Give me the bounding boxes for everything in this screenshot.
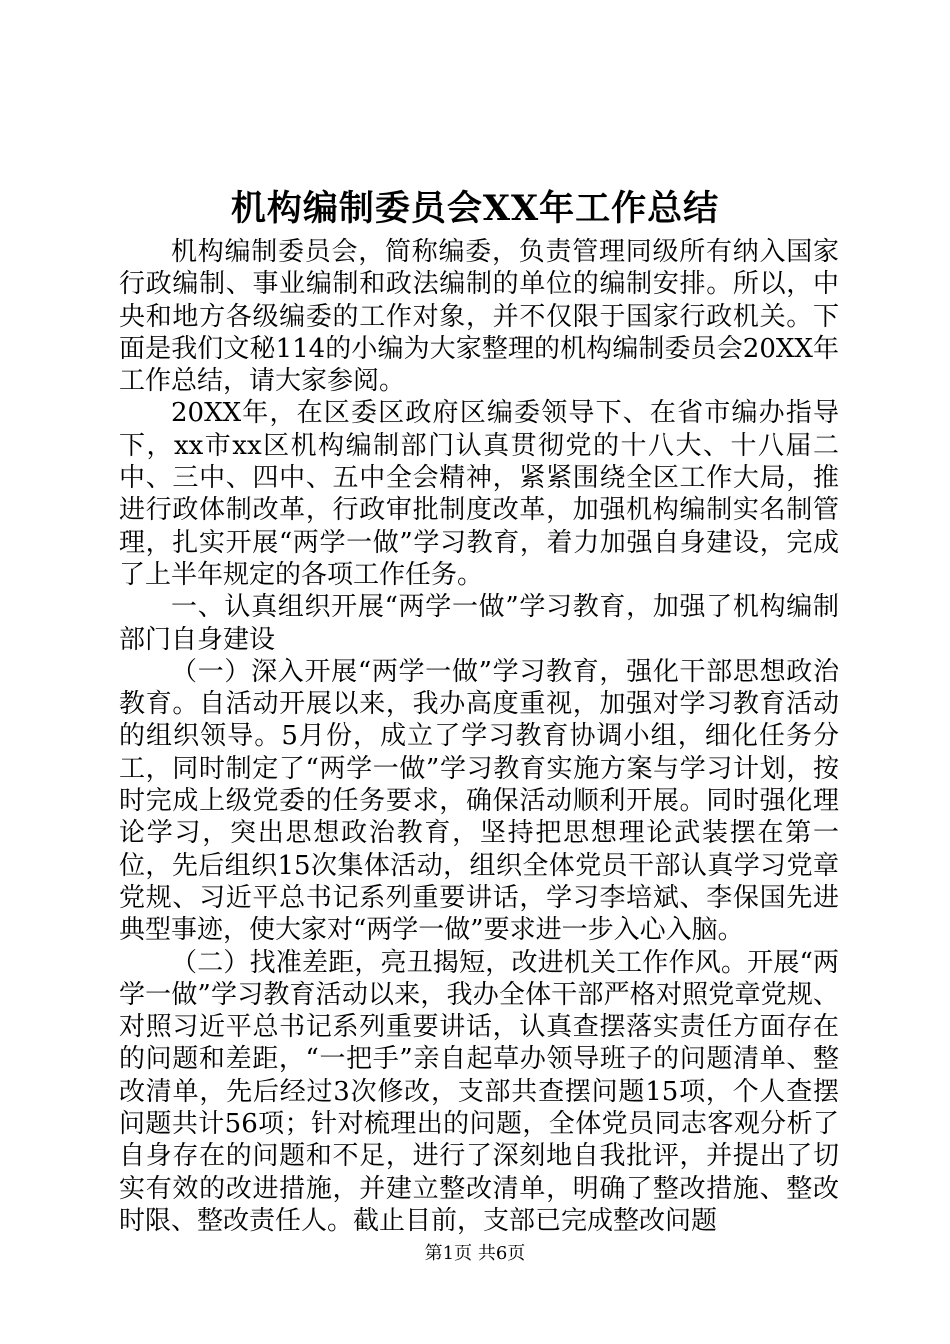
document-title: 机构编制委员会XX年工作总结 xyxy=(230,188,720,229)
document-body xyxy=(119,236,839,1237)
page-number: 第1页 共6页 xyxy=(424,1243,526,1264)
section-heading-1: 一、认真组织开展“两学一做”学习教育，加强了机构编制部门自身建设 xyxy=(119,592,839,655)
paragraph-subsection-2: （二）找准差距，亮丑揭短，改进机关工作作风。开展“两学一做”学习教育活动以来，我办全体干部严格对照党章党规、对照习近平总书记系列重要讲话，认真查摆落实责任方面存在的问题和差距，“一把手”亲自起草办领导班子的问题清单、整改清单，先后经过3次修改，支部共查摆问题15项，个人查摆问题共计56项；针对梳理出的问题，全体党员同志客观分析了自身存在的问题和不足，进行了深刻地自我批评，并提出了切实有效的改进措施，并建立整改清单，明确了整改措施、整改时限、整改责任人。截止目前，支部已完成整改问题 xyxy=(119,947,839,1236)
paragraph-intro: 机构编制委员会，简称编委，负责管理同级所有纳入国家行政编制、事业编制和政法编制的单位的编制安排。所以，中央和地方各级编委的工作对象，并不仅限于国家行政机关。下面是我们文秘114的小编为大家整理的机构编制委员会20XX年工作总结，请大家参阅。 xyxy=(119,237,839,397)
paragraph-overview: 20XX年，在区委区政府区编委领导下、在省市编办指导下，xx市xx区机构编制部门认真贯彻党的十八大、十八届二中、三中、四中、五中全会精神，紧紧围绕全区工作大局，推进行政体制改革，行政审批制度改革，加强机构编制实名制管理，扎实开展“两学一做”学习教育，着力加强自身建设，完成了上半年规定的各项工作任务。 xyxy=(119,398,839,590)
paragraph-subsection-1: （一）深入开展“两学一做”学习教育，强化干部思想政治教育。自活动开展以来，我办高度重视，加强对学习教育活动的组织领导。5月份，成立了学习教育协调小组，细化任务分工，同时制定了“两学一做”学习教育实施方案与学习计划，按时完成上级党委的任务要求，确保活动顺利开展。同时强化理论学习，突出思想政治教育，坚持把思想理论武装摆在第一位，先后组织15次集体活动，组织全体党员干部认真学习党章党规、习近平总书记系列重要讲话，学习李培斌、李保国先进典型事迹，使大家对“两学一做”要求进一步入心入脑。 xyxy=(119,656,839,946)
